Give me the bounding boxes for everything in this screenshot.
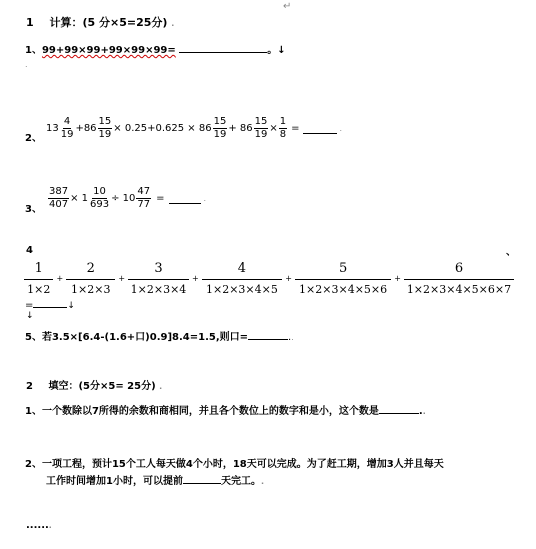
question-5-label: 5、 — [25, 332, 42, 343]
series-term: $\frac{6}{1\times 2\times 3\times 4\times 5\times 6\times 7}$ — [404, 261, 514, 296]
paragraph-mark: . — [203, 193, 207, 203]
paragraph-mark: . — [422, 407, 426, 416]
question-3-answer-blank[interactable] — [169, 193, 201, 204]
section-1-heading — [26, 14, 174, 30]
line-break-mark: ↓ — [67, 301, 75, 311]
fill-question-1-answer-blank[interactable] — [379, 403, 419, 414]
fraction: $\frac{10}{693}$ — [89, 185, 110, 210]
question-2-label: 2、 — [25, 132, 42, 144]
series-term: $\frac{5}{1\times 2\times 3\times 4\times 5\times 6}$ — [295, 261, 391, 296]
plus-sign: + — [118, 273, 126, 283]
fraction: $\frac{15}{19}$ — [213, 115, 227, 140]
question-5-answer-blank[interactable] — [248, 329, 288, 340]
equals-sign: = — [156, 192, 165, 204]
question-1-label: 1、 — [25, 45, 42, 56]
question-3-label: 3、 — [25, 203, 42, 215]
mixed-number: 13 $\frac{4}{19}$ — [45, 115, 74, 140]
paragraph-mark: . — [260, 477, 265, 486]
question-1-tail: 。↓ — [267, 45, 286, 56]
line-break-mark: ↓ — [26, 311, 34, 321]
paragraph-mark: . — [48, 521, 52, 530]
fill-question-2-line-2: 工作时间增加1小时，可以提前 天完工。. — [46, 472, 264, 487]
operator-text: × 0.25+0.625 × 86 — [113, 122, 212, 134]
operator-text: +86 — [75, 122, 97, 134]
equals-sign: = — [291, 122, 300, 134]
question-2 — [25, 108, 342, 148]
fill-question-2-line-1: 2、一项工程，预计15个工人每天做4个小时，18天可以完成。为了赶工期，增加3人并且每天 — [25, 459, 444, 470]
ellipsis: ....... — [26, 520, 52, 531]
question-5-text: 若3.5×[6.4-(1.6+口)0.9]8.4=1.5,则口= — [41, 332, 249, 343]
section-2-title: 填空：(5分×5= 25分) — [48, 381, 156, 392]
series-term: $\frac{4}{1\times 2\times 3\times 4\times 5}$ — [202, 261, 283, 296]
operator-text: + 86 — [228, 122, 253, 134]
question-1-expression: 99+99×99+99×99×99= — [41, 45, 176, 56]
fraction: $\frac{1}{8}$ — [279, 115, 287, 140]
section-1-mark: . — [171, 19, 175, 28]
fill-question-2-answer-blank[interactable] — [183, 473, 221, 484]
paragraph-mark: . — [339, 123, 343, 133]
section-2-heading — [26, 377, 162, 392]
fraction: $\frac{15}{19}$ — [98, 115, 112, 140]
question-2-answer-blank[interactable] — [303, 123, 337, 134]
fraction: $\frac{387}{407}$ — [48, 185, 69, 210]
operator-text: × — [269, 122, 278, 134]
question-3 — [25, 178, 206, 218]
series-term: $\frac{2}{1\times 2\times 3}$ — [66, 261, 115, 296]
section-2-number: 2 — [26, 381, 33, 392]
operator-text: × 1 — [70, 192, 88, 204]
question-4-series — [24, 258, 514, 298]
plus-sign: + — [394, 273, 401, 283]
question-5: 5、若3.5×[6.4-(1.6+口)0.9]8.4=1.5,则口= .. — [25, 328, 294, 343]
paragraph-mark: . — [291, 333, 294, 342]
question-4-answer-line — [25, 297, 75, 311]
paragraph-mark: . — [25, 60, 28, 69]
question-4-comma: 、 — [506, 247, 516, 258]
paragraph-mark: ↵ — [283, 1, 292, 12]
fill-question-1-text: 1、一个数除以7所得的余数和商相同，并且各个数位上的数字和是小，这个数是 — [25, 406, 379, 417]
question-1-answer-blank[interactable] — [179, 42, 267, 53]
section-1-number: 1 — [26, 16, 34, 29]
series-term: $\frac{1}{1\times 2}$ — [24, 261, 53, 296]
series-term: $\frac{3}{1\times 2\times 3\times 4}$ — [128, 261, 189, 296]
operator-text: ÷ 10 — [111, 192, 136, 204]
fraction: $\frac{15}{19}$ — [254, 115, 268, 140]
question-4-label: 4 — [26, 245, 33, 256]
equals-sign: = — [25, 300, 34, 311]
fill-question-1: 1、一个数除以7所得的余数和商相同，并且各个数位上的数字和是小，这个数是 .. — [25, 402, 426, 417]
fraction: $\frac{4}{19}$ — [60, 115, 74, 140]
plus-sign: + — [285, 273, 292, 283]
plus-sign: + — [191, 273, 199, 283]
fraction: $\frac{47}{77}$ — [137, 185, 151, 210]
section-1-title: 计算：(5 分×5=25分) — [49, 16, 168, 29]
question-4-answer-blank[interactable] — [33, 297, 67, 308]
plus-sign: + — [56, 273, 64, 283]
paragraph-mark: . — [159, 382, 163, 391]
question-1 — [25, 41, 286, 56]
